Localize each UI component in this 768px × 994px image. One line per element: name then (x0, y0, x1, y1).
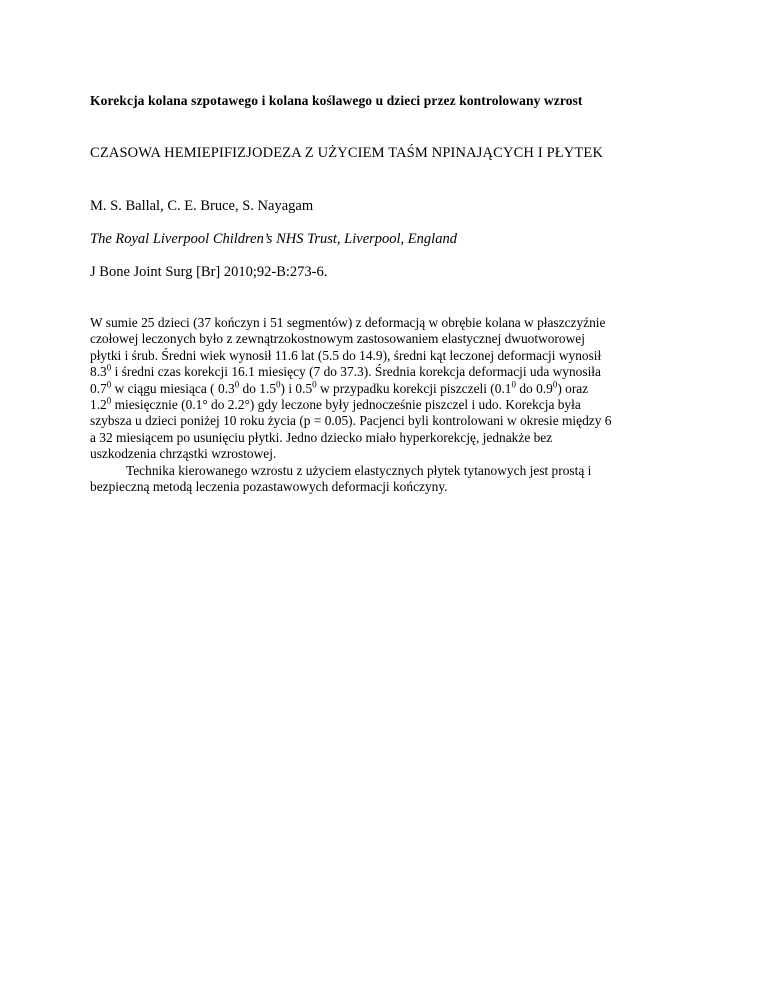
abstract-text: ) oraz (557, 380, 589, 396)
document-title: Korekcja kolana szpotawego i kolana koślawego u dzieci przez kontrolowany wzrost (90, 93, 583, 108)
abstract-text: 1.2 (90, 397, 107, 413)
abstract-line: W sumie 25 dzieci (37 kończyn i 51 segmentów) z deformacją w obrębie kolana w płaszczyźnie (90, 315, 606, 330)
abstract-text: 8.3 (90, 364, 107, 380)
abstract-line: bezpieczną metodą leczenia pozastawowych deformacji kończyny. (90, 479, 448, 495)
abstract (90, 315, 690, 495)
degree-superscript: 0 (106, 362, 112, 373)
degree-superscript: 0 (511, 379, 516, 390)
abstract-text: do 0.9 (516, 380, 553, 396)
degree-superscript: 0 (552, 379, 558, 390)
degree-superscript: 0 (106, 395, 112, 406)
abstract-line: czołowej leczonych było z zewnątrzokostnowym zastosowaniem elastycznej dwuotworowej (90, 331, 585, 347)
abstract-text: i średni czas korekcji 16.1 miesięcy (7 do 37.3). Średnia korekcja deformacji uda wynosiła (111, 364, 601, 380)
abstract-line (90, 381, 690, 397)
abstract-line (90, 397, 690, 413)
abstract-line: uszkodzenia chrząstki wzrostowej. (90, 446, 277, 462)
degree-superscript: 0 (276, 379, 281, 390)
citation: J Bone Joint Surg [Br] 2010;92-B:273-6. (90, 264, 328, 280)
authors: M. S. Ballal, C. E. Bruce, S. Nayagam (90, 198, 314, 214)
abstract-line (90, 364, 690, 380)
degree-superscript: 0 (312, 379, 317, 390)
abstract-text: ) i 0.5 (280, 380, 313, 396)
degree-superscript: 0 (106, 379, 112, 390)
abstract-text: miesięcznie (0.1° do 2.2°) gdy leczone były jednocześnie piszczel i udo. Korekcja była (111, 397, 581, 413)
degree-superscript: 0 (234, 379, 240, 390)
abstract-text: do 1.5 (239, 380, 277, 396)
abstract-line: Technika kierowanego wzrostu z użyciem elastycznych płytek tytanowych jest prostą i (126, 462, 592, 478)
abstract-line: a 32 miesiącem po usunięciu płytki. Jedno dziecko miało hyperkorekcję, jednakże bez (90, 429, 553, 445)
abstract-text: 0.7 (90, 380, 107, 396)
abstract-text: w ciągu miesiąca ( 0.3 (111, 380, 235, 396)
abstract-text: w przypadku korekcji piszczeli (0.1 (316, 380, 512, 396)
document-subtitle: CZASOWA HEMIEPIFIZJODEZA Z UŻYCIEM TAŚM NPINAJĄCYCH I PŁYTEK (90, 145, 604, 161)
abstract-line: płytki i śrub. Średni wiek wynosił 11.6 lat (5.5 do 14.9), średni kąt leczonej deformacji wynosił (90, 347, 602, 363)
abstract-line: szybsza u dzieci poniżej 10 roku życia (p = 0.05). Pacjenci byli kontrolowani w okresie między 6 (90, 413, 612, 429)
affiliation: The Royal Liverpool Children’s NHS Trust, Liverpool, England (90, 231, 457, 247)
